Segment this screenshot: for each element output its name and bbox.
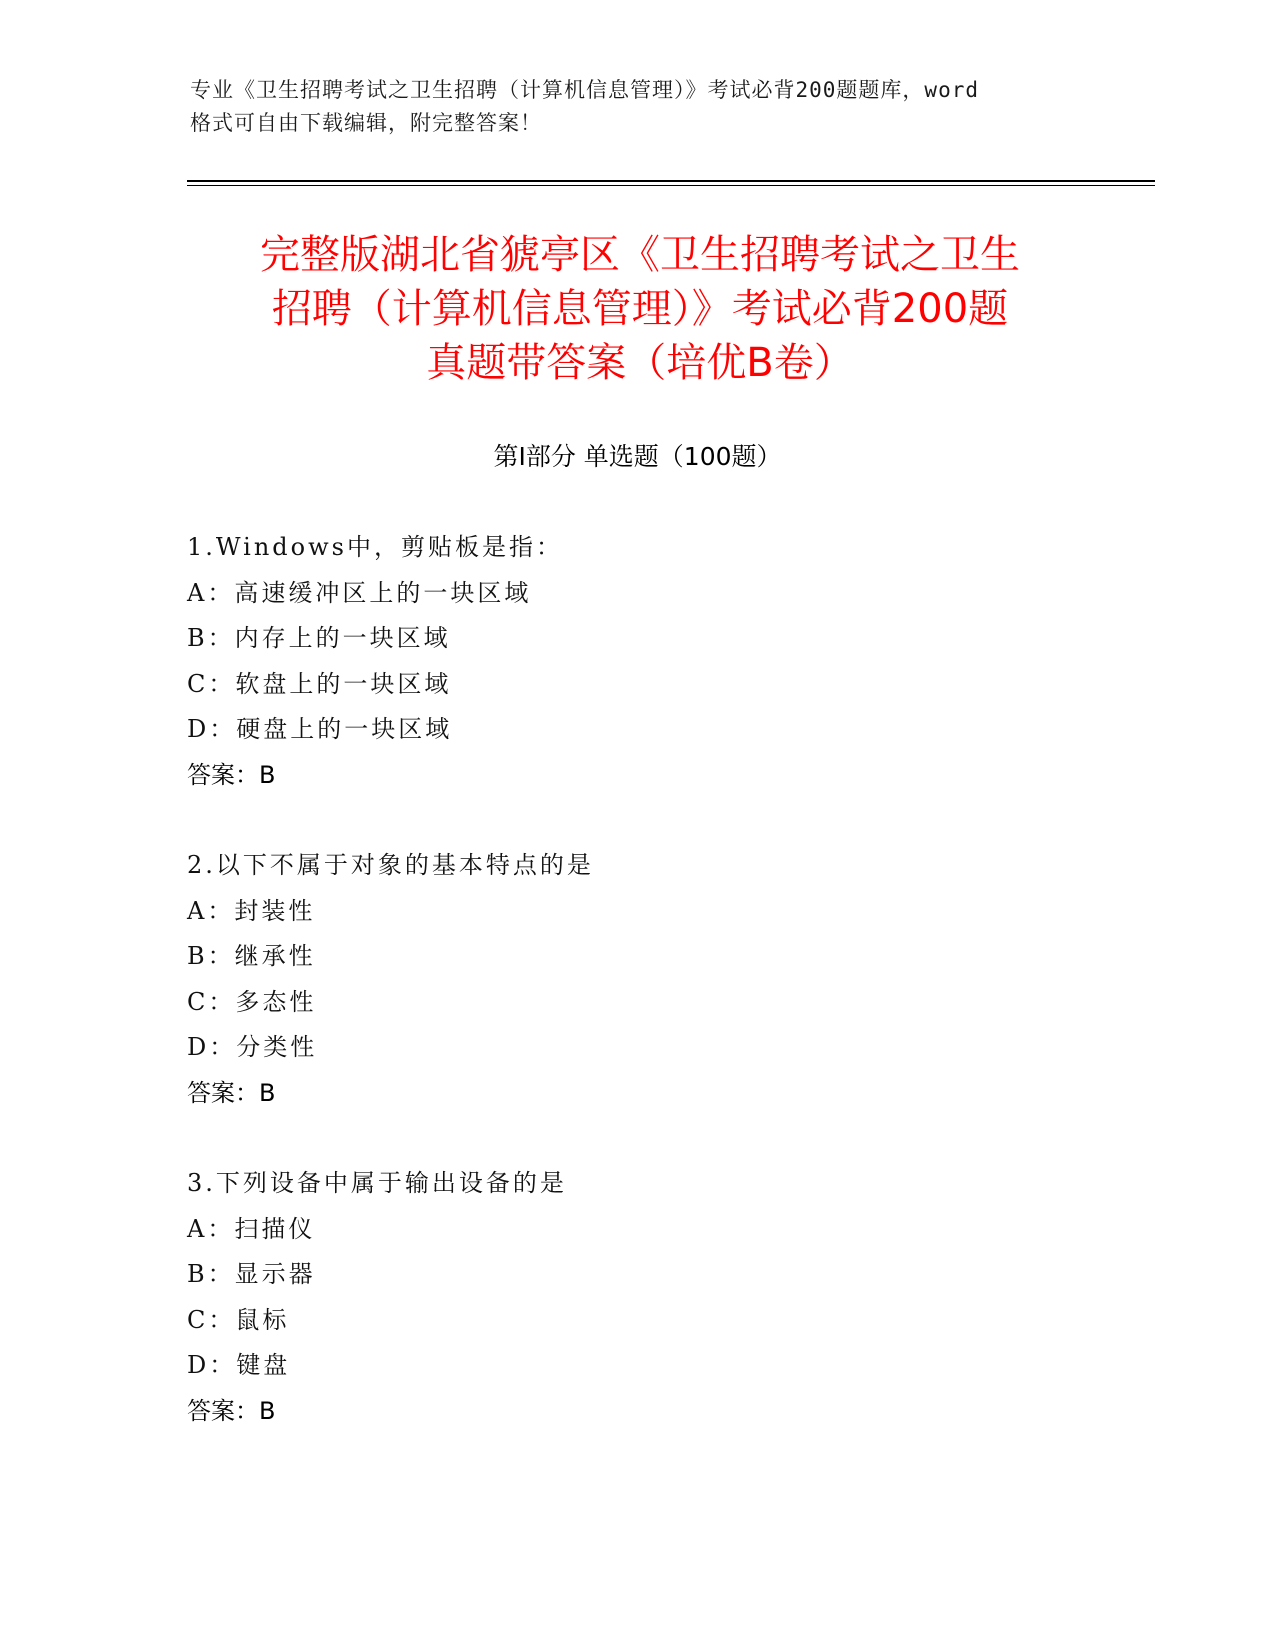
header-divider-thick bbox=[187, 180, 1155, 182]
question-2 bbox=[187, 843, 1087, 1116]
title-line-2: 招聘（计算机信息管理）》考试必背200题 bbox=[271, 286, 1009, 332]
answer-line: 答案：B bbox=[187, 760, 276, 789]
option-b: B：内存上的一块区域 bbox=[187, 624, 451, 652]
intro-line-1: 专业《卫生招聘考试之卫生招聘（计算机信息管理）》考试必背200题题库，word bbox=[190, 78, 979, 102]
question-1 bbox=[187, 525, 1087, 798]
option-a: A：封装性 bbox=[187, 896, 316, 925]
option-c: C：多态性 bbox=[187, 987, 317, 1016]
option-c: C：鼠标 bbox=[187, 1305, 290, 1334]
option-b: B：显示器 bbox=[187, 1260, 316, 1288]
option-d: D：键盘 bbox=[187, 1351, 291, 1379]
question-stem: 1.Windows中，剪贴板是指： bbox=[187, 533, 563, 561]
question-3 bbox=[187, 1161, 1087, 1434]
title-line-3: 真题带答案（培优B卷） bbox=[426, 340, 854, 386]
header-divider-thin bbox=[187, 185, 1155, 186]
answer-line: 答案：B bbox=[187, 1078, 276, 1107]
question-stem: 3.下列设备中属于输出设备的是 bbox=[187, 1169, 567, 1197]
document-intro bbox=[190, 74, 1090, 140]
option-d: D：硬盘上的一块区域 bbox=[187, 715, 453, 743]
option-c: C：软盘上的一块区域 bbox=[187, 669, 452, 698]
document-title bbox=[160, 228, 1120, 390]
intro-line-2: 格式可自由下载编辑，附完整答案！ bbox=[190, 111, 542, 135]
option-d: D：分类性 bbox=[187, 1033, 318, 1061]
section-heading: 第Ⅰ部分 单选题（100题） bbox=[493, 442, 782, 471]
option-a: A：扫描仪 bbox=[187, 1214, 316, 1243]
option-a: A：高速缓冲区上的一块区域 bbox=[187, 578, 532, 607]
title-line-1: 完整版湖北省猇亭区《卫生招聘考试之卫生 bbox=[260, 232, 1020, 278]
option-b: B：继承性 bbox=[187, 942, 316, 970]
question-stem: 2.以下不属于对象的基本特点的是 bbox=[187, 851, 594, 879]
answer-line: 答案：B bbox=[187, 1396, 276, 1425]
